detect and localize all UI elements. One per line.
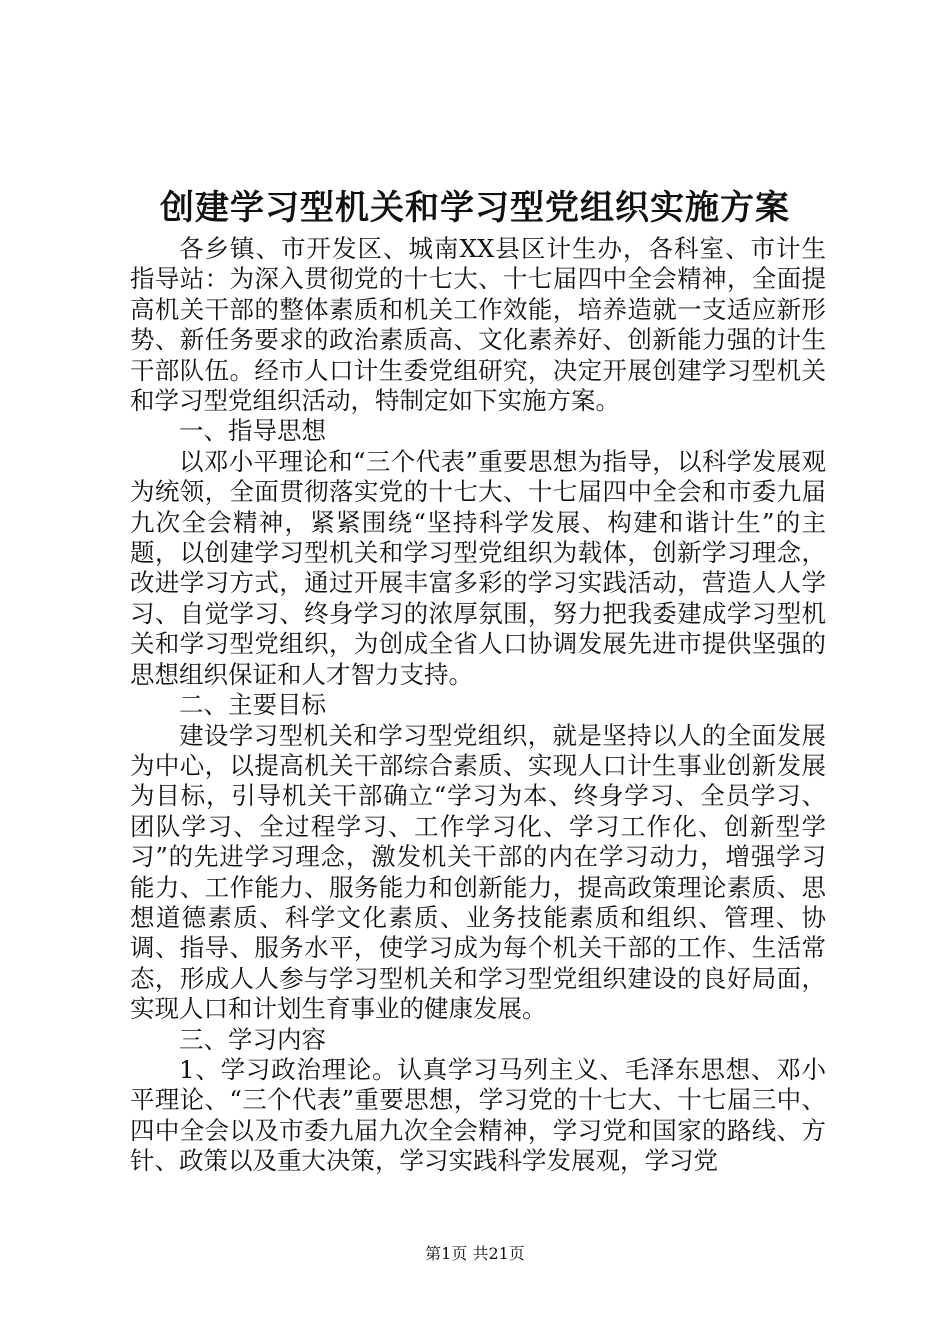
section-heading-main-goals: 二、主要目标 xyxy=(179,690,326,720)
intro-paragraph: 各乡镇、市开发区、城南XX县区计生办，各科室、市计生指导站：为深入贯彻党的十七大、十七届四中全会精神，全面提高机关干部的整体素质和机关工作效能，培养造就一支适应新形势、新任务要求的政治素质高、文化素养好、创新能力强的计生干部队伍。经市人口计生委党组研究，决定开展创建学习型机关和学习型党组织活动，特制定如下实施方案。 xyxy=(130,234,826,416)
guiding-thought-paragraph: 以邓小平理论和“三个代表”重要思想为指导，以科学发展观为统领，全面贯彻落实党的十七大、十七届四中全会和市委九届九次全会精神，紧紧围绕“坚持科学发展、构建和谐计生”的主题，以创建学习型机关和学习型党组织为载体，创新学习理念，改进学习方式，通过开展丰富多彩的学习实践活动，营造人人学习、自觉学习、终身学习的浓厚氛围，努力把我委建成学习型机关和学习型党组织，为创成全省人口协调发展先进市提供坚强的思想组织保证和人才智力支持。 xyxy=(130,446,826,689)
page-footer: 第1页 共21页 xyxy=(425,1244,525,1263)
document-body xyxy=(130,234,826,1177)
document-title: 创建学习型机关和学习型党组织实施方案 xyxy=(160,188,790,228)
learning-content-paragraph: 1、学习政治理论。认真学习马列主义、毛泽东思想、邓小平理论、“三个代表”重要思想，学习党的十七大、十七届三中、四中全会以及市委九届九次全会精神，学习党和国家的路线、方针、政策以及重大决策，学习实践科学发展观，学习党 xyxy=(130,1054,826,1176)
section-heading-guiding-thought: 一、指导思想 xyxy=(179,416,326,446)
section-heading-learning-content: 三、学习内容 xyxy=(179,1024,326,1054)
main-goals-paragraph: 建设学习型机关和学习型党组织，就是坚持以人的全面发展为中心，以提高机关干部综合素质、实现人口计生事业创新发展为目标，引导机关干部确立“学习为本、终身学习、全员学习、团队学习、全过程学习、工作学习化、学习工作化、创新型学习”的先进学习理念，激发机关干部的内在学习动力，增强学习能力、工作能力、服务能力和创新能力，提高政策理论素质、思想道德素质、科学文化素质、业务技能素质和组织、管理、协调、指导、服务水平，使学习成为每个机关干部的工作、生活常态，形成人人参与学习型机关和学习型党组织建设的良好局面，实现人口和计划生育事业的健康发展。 xyxy=(130,720,826,1024)
